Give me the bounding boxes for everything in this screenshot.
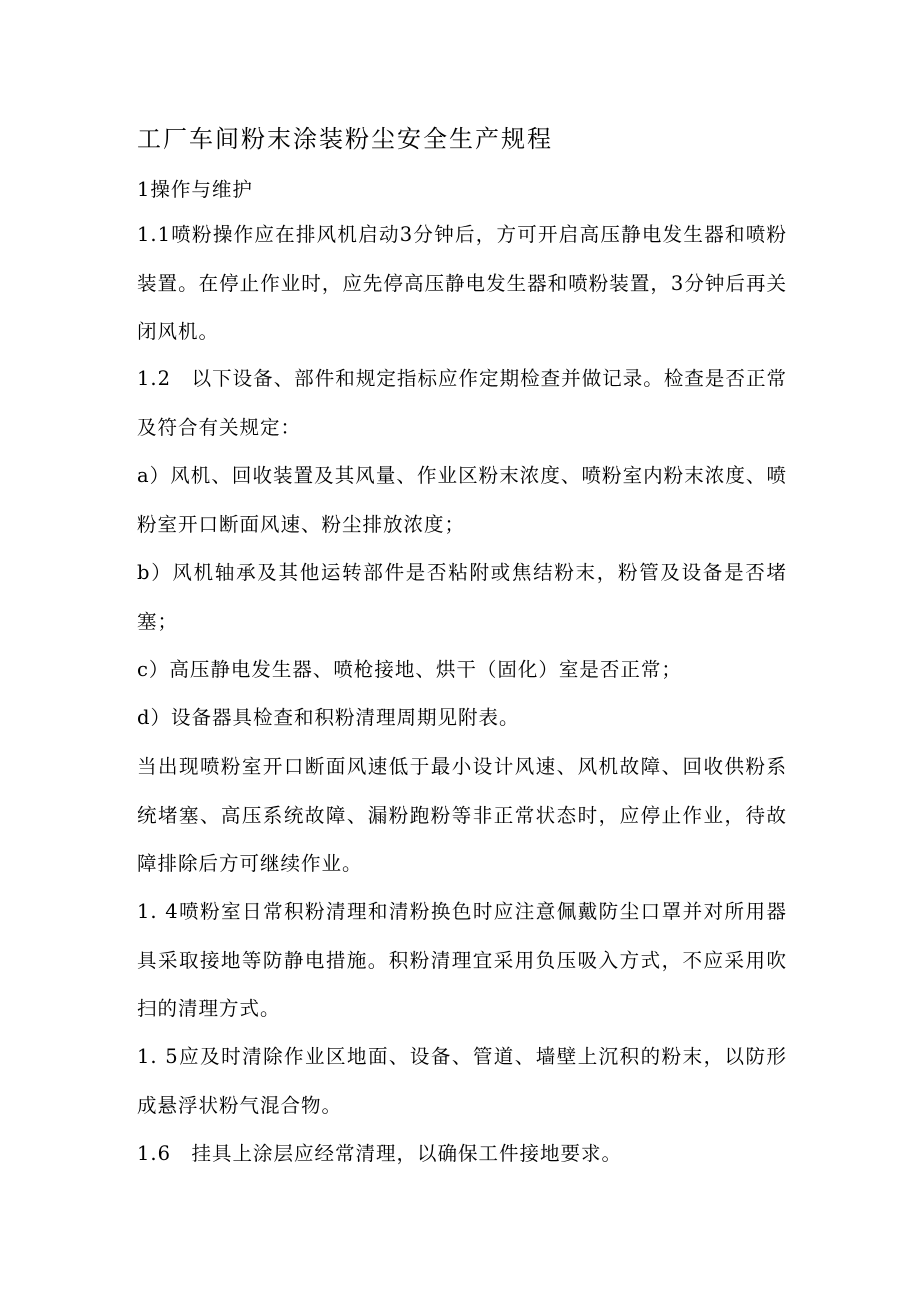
paragraph-1-6: 1.6 挂具上涂层应经常清理，以确保工件接地要求。 <box>137 1142 623 1165</box>
list-item-c: c）高压静电发生器、喷枪接地、烘干（固化）室是否正常； <box>137 658 682 681</box>
paragraph-1-5: 1. 5应及时清除作业区地面、设备、管道、墙壁上沉积的粉末，以防形成悬浮状粉气混合物。 <box>137 1045 787 1117</box>
list-item-b: b）风机轴承及其他运转部件是否粘附或焦结粉末，粉管及设备是否堵塞； <box>137 561 787 633</box>
paragraph-1-2: 1.2 以下设备、部件和规定指标应作定期检查并做记录。检查是否正常及符合有关规定： <box>137 367 787 439</box>
paragraph-1-1: 1.1喷粉操作应在排风机启动3分钟后，方可开启高压静电发生器和喷粉装置。在停止作业时，应先停高压静电发生器和喷粉装置，3分钟后再关闭风机。 <box>137 223 787 343</box>
paragraph-1-4: 1. 4喷粉室日常积粉清理和清粉换色时应注意佩戴防尘口罩并对所用器具采取接地等防静电措施。积粉清理宜采用负压吸入方式，不应采用吹扫的清理方式。 <box>137 900 787 1020</box>
list-item-d: d）设备器具检查和积粉清理周期见附表。 <box>137 706 520 729</box>
paragraph-abnormal-state: 当出现喷粉室开口断面风速低于最小设计风速、风机故障、回收供粉系统堵塞、高压系统故障、漏粉跑粉等非正常状态时，应停止作业，待故障排除后方可继续作业。 <box>137 755 787 875</box>
list-item-a: a）风机、回收装置及其风量、作业区粉末浓度、喷粉室内粉末浓度、喷粉室开口断面风速、粉尘排放浓度； <box>137 464 787 536</box>
section-heading-1: 1操作与维护 <box>137 178 253 201</box>
document-title: 工厂车间粉末涂装粉尘安全生产规程 <box>137 125 553 153</box>
